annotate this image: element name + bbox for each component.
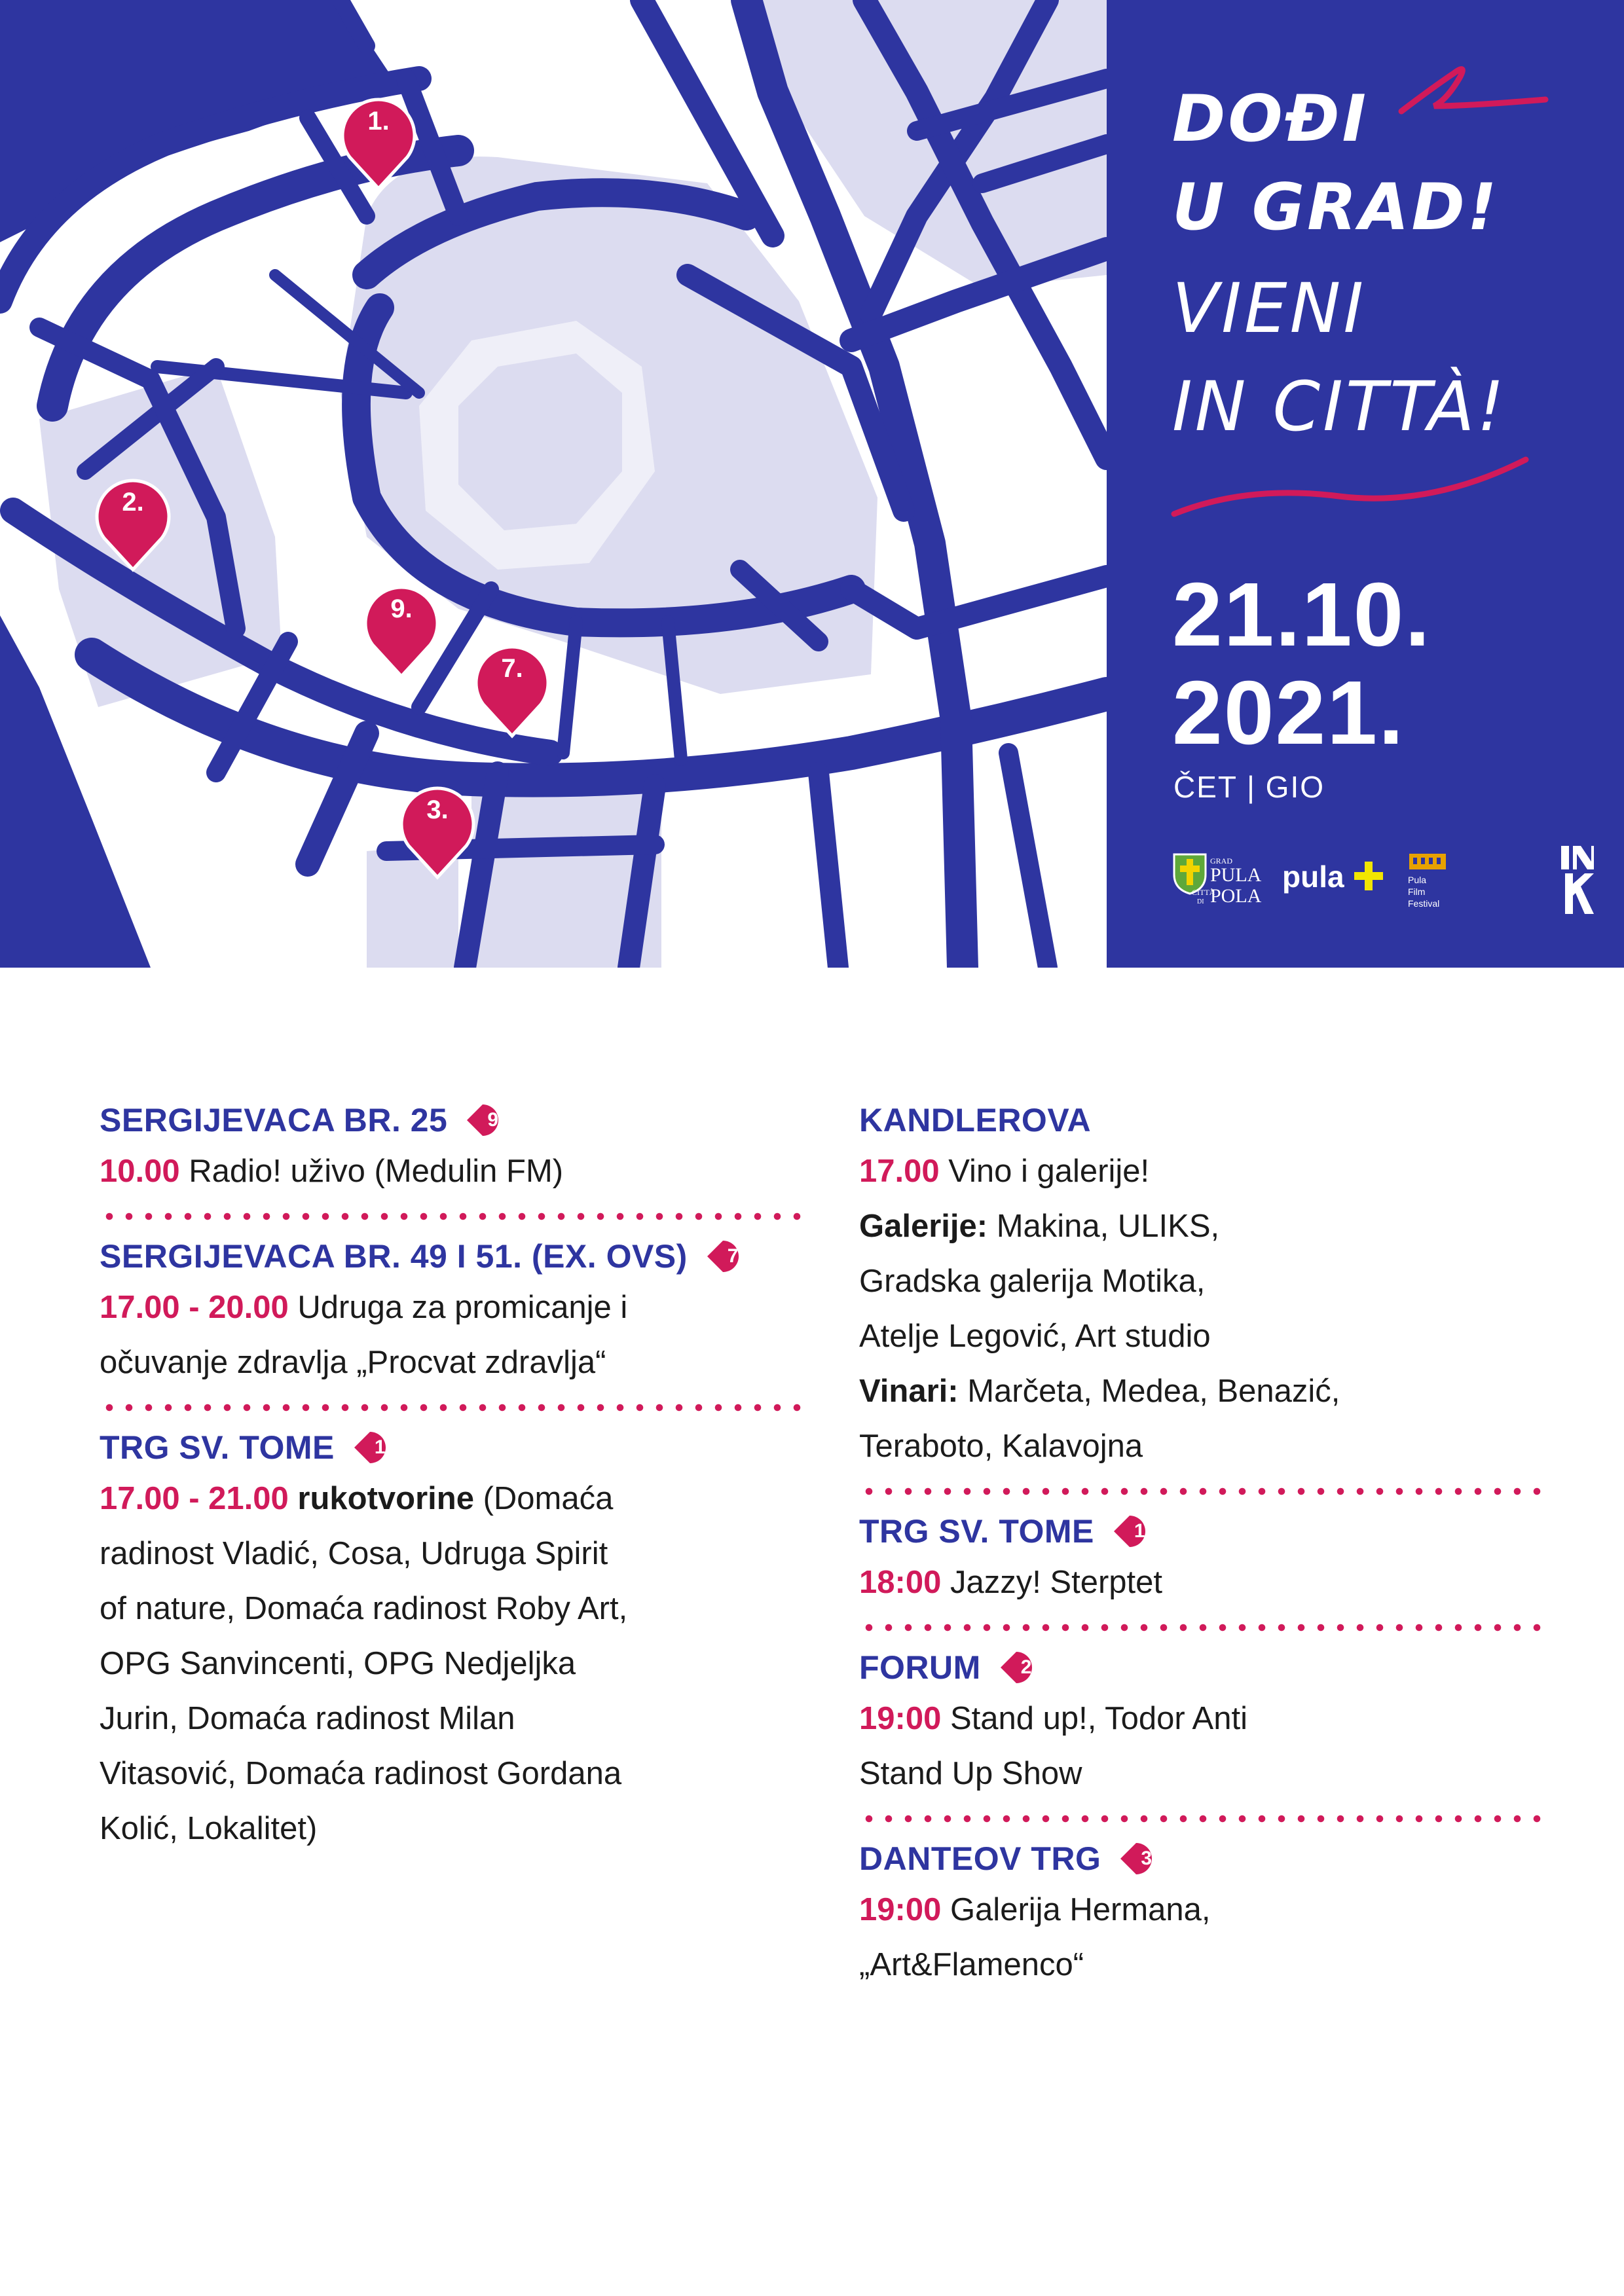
galleries-label: Galerije: <box>859 1209 988 1244</box>
pin-number: 9. <box>487 1109 505 1131</box>
galleries-line-cont: Gradska galerija Motika, <box>859 1264 1206 1299</box>
location-pin-icon <box>466 1101 517 1140</box>
date-line-2: 2021. <box>1172 663 1405 763</box>
event-line <box>100 1471 807 1526</box>
event-description: (Domaća <box>473 1481 614 1516</box>
logo-grad-label: GRAD <box>1210 856 1233 866</box>
event-time: 19:00 <box>859 1892 942 1927</box>
event-line-cont: Stand Up Show <box>859 1756 1082 1791</box>
event-trg-sv-tome-right <box>859 1508 1547 1610</box>
location-heading <box>859 1644 1547 1691</box>
event-line-cont: „Art&Flamenco“ <box>859 1947 1084 1982</box>
event-time: 17.00 <box>859 1154 940 1189</box>
winemakers-label: Vinari: <box>859 1374 959 1409</box>
winemakers-line <box>859 1364 1547 1419</box>
program-left-column <box>100 1097 807 1856</box>
pin-number: 1. <box>1134 1520 1151 1542</box>
location-title: TRG SV. TOME <box>859 1513 1094 1550</box>
event-line-cont: Kolić, Lokalitet) <box>100 1811 318 1846</box>
logo-pula-plus-label: pula <box>1282 860 1344 894</box>
logo-di-label: DI <box>1197 898 1204 905</box>
title-line-2: U GRAD! <box>1172 170 1500 245</box>
event-description: Jazzy! Sterptet <box>941 1565 1163 1600</box>
logo-grad-pula <box>1172 845 1277 923</box>
location-heading <box>100 1097 807 1144</box>
winemakers-text: Marčeta, Medea, Benazić, <box>958 1374 1340 1409</box>
location-heading <box>859 1835 1547 1882</box>
event-danteov-trg <box>859 1835 1547 1992</box>
event-category: rukotvorine <box>288 1481 474 1516</box>
logo-citta-label: CITTÀ <box>1192 888 1215 897</box>
location-heading <box>859 1508 1547 1555</box>
program-right-column <box>859 1097 1547 1992</box>
event-description: Stand up!, Todor Anti <box>941 1701 1247 1736</box>
event-time: 17.00 - 20.00 <box>100 1290 289 1325</box>
location-pin-icon <box>353 1428 404 1467</box>
location-pin-icon <box>999 1648 1050 1687</box>
pin-number: 3. <box>1141 1848 1158 1869</box>
winemakers-line-cont: Teraboto, Kalavojna <box>859 1429 1143 1464</box>
galleries-line <box>859 1199 1547 1254</box>
marker-label: 3. <box>426 795 449 824</box>
event-kandlerova <box>859 1097 1547 1474</box>
title-line-1: DOĐI <box>1172 82 1369 156</box>
pin-number: 2. <box>1020 1656 1038 1678</box>
dotted-divider <box>859 1618 1547 1637</box>
dotted-divider <box>859 1482 1547 1501</box>
event-line <box>859 1144 1547 1199</box>
logo-ink <box>1559 845 1604 923</box>
title-line-3: VIENI <box>1172 268 1366 348</box>
event-line <box>100 1280 807 1335</box>
dotted-divider <box>100 1207 807 1226</box>
logo-pula-film-festival <box>1408 851 1486 923</box>
event-line-cont: Jurin, Domaća radinost Milan <box>100 1701 515 1736</box>
pin-number: 7. <box>727 1245 745 1267</box>
location-title: FORUM <box>859 1649 981 1686</box>
location-pin-icon <box>706 1237 757 1276</box>
logo-pula-plus <box>1282 859 1387 905</box>
marker-label: 7. <box>501 654 523 683</box>
event-line-cont: očuvanje zdravlja „Procvat zdravlja“ <box>100 1345 606 1380</box>
map-marker-9[interactable] <box>365 587 437 676</box>
event-time: 17.00 - 21.00 <box>100 1481 289 1516</box>
ink-logo-icon <box>1559 845 1595 917</box>
title-line-4: IN CITTÀ! <box>1172 367 1507 446</box>
event-description: Udruga za promicanje i <box>288 1290 628 1325</box>
event-description: Vino i galerije! <box>939 1154 1150 1189</box>
logo-pula-label: PULA <box>1210 864 1262 886</box>
event-description: Galerija Hermana, <box>941 1892 1211 1927</box>
pff-label-1: Pula <box>1408 875 1427 885</box>
pff-label-2: Film <box>1408 886 1426 897</box>
location-title: DANTEOV TRG <box>859 1840 1101 1877</box>
event-time: 18:00 <box>859 1565 942 1600</box>
day-label: ČET | GIO <box>1173 770 1325 804</box>
marker-label: 9. <box>390 594 413 623</box>
event-line-cont: Vitasović, Domaća radinost Gordana <box>100 1756 622 1791</box>
galleries-line-cont: Atelje Legović, Art studio <box>859 1319 1211 1354</box>
date-line-1: 21.10. <box>1172 564 1431 665</box>
event-line <box>859 1555 1547 1610</box>
event-sergijevaca-49-51 <box>100 1233 807 1390</box>
marker-label: 2. <box>122 488 144 517</box>
marker-label: 1. <box>367 107 390 136</box>
event-line <box>859 1882 1547 1937</box>
location-title: SERGIJEVACA BR. 25 <box>100 1102 448 1139</box>
title-underline-swash <box>1169 445 1536 524</box>
event-time: 10.00 <box>100 1154 180 1189</box>
location-heading <box>100 1424 807 1471</box>
galleries-text: Makina, ULIKS, <box>987 1209 1220 1244</box>
location-heading <box>100 1233 807 1280</box>
event-description: Radio! uživo (Medulin FM) <box>179 1154 564 1189</box>
plus-icon <box>1353 860 1384 892</box>
location-title: SERGIJEVACA BR. 49 I 51. (EX. OVS) <box>100 1238 688 1275</box>
event-forum <box>859 1644 1547 1801</box>
arena-icon <box>1408 851 1447 871</box>
event-sergijevaca-25 <box>100 1097 807 1199</box>
event-line-cont: of nature, Domaća radinost Roby Art, <box>100 1591 628 1626</box>
location-pin-icon <box>1113 1512 1164 1551</box>
location-title: KANDLEROVA <box>859 1102 1092 1139</box>
street-map-graphic <box>0 0 1107 968</box>
location-title: TRG SV. TOME <box>100 1429 335 1466</box>
location-heading <box>859 1097 1547 1144</box>
pin-number: 1. <box>374 1436 392 1458</box>
logo-pola-label: POLA <box>1210 885 1262 907</box>
event-line <box>100 1144 807 1199</box>
dotted-divider <box>100 1398 807 1417</box>
map-marker-7[interactable] <box>476 647 548 736</box>
title-panel <box>1107 0 1624 968</box>
location-pin-icon <box>1119 1839 1170 1878</box>
city-map <box>0 0 1107 968</box>
event-line-cont: radinost Vladić, Cosa, Udruga Spirit <box>100 1536 608 1571</box>
ribbon-icon <box>1395 60 1552 126</box>
event-time: 19:00 <box>859 1701 942 1736</box>
event-line <box>859 1691 1547 1746</box>
event-line-cont: OPG Sanvincenti, OPG Nedjeljka <box>100 1646 576 1681</box>
event-trg-sv-tome-left <box>100 1424 807 1856</box>
pff-label-3: Festival <box>1408 898 1440 909</box>
dotted-divider <box>859 1809 1547 1829</box>
